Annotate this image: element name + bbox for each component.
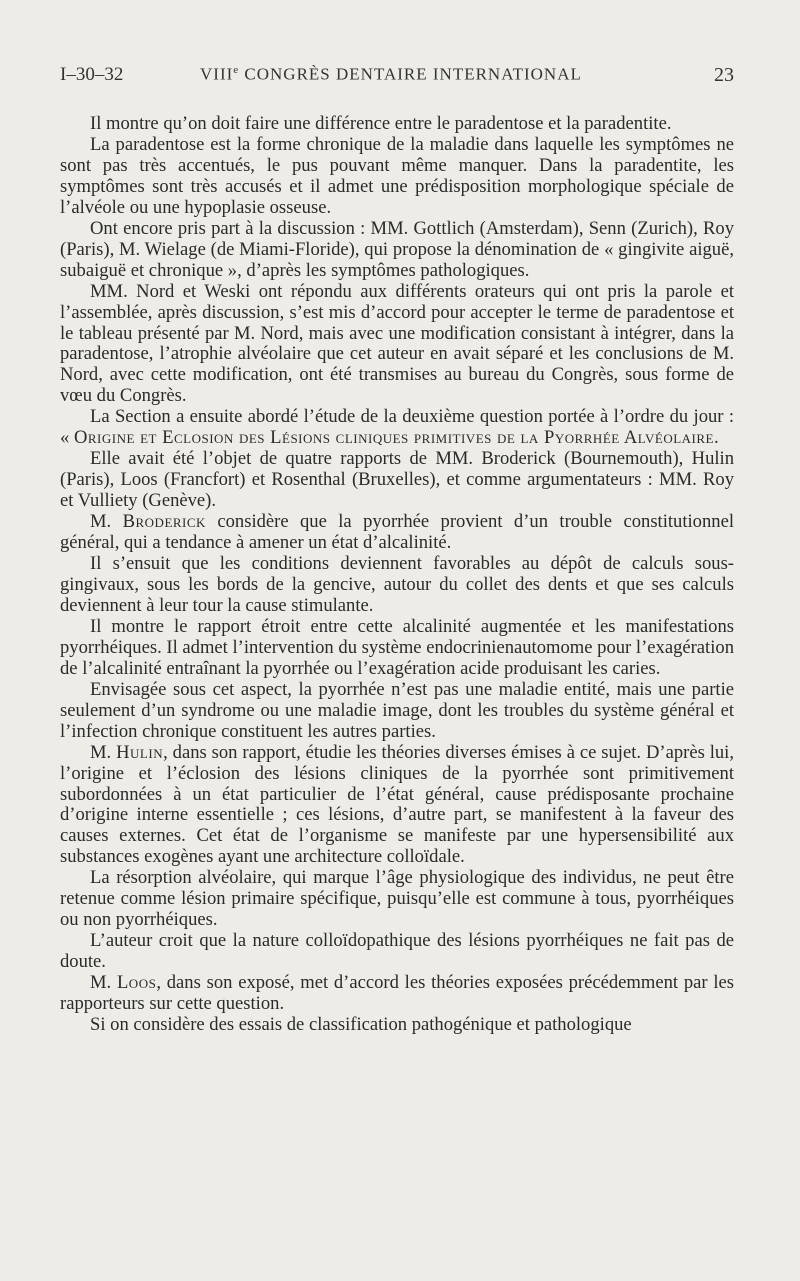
body-text	[60, 114, 734, 1036]
paragraph: Ont encore pris part à la discussion : MM. Gottlich (Amsterdam), Senn (Zurich), Roy (Paris), M. Wielage (de Miami-Floride), qui propose la dénomination de « gingivite aiguë, subaiguë et chronique », d’après les symptômes pathologiques.	[60, 217, 734, 281]
paragraph: Il montre qu’on doit faire une différence entre le paradentose et la paradentite.	[90, 113, 672, 134]
paragraph: Il s’ensuit que les conditions deviennent favorables au dépôt de calculs sous-gingivaux, sous les bords de la gencive, autour du collet des dents et que ses calculs deviennent à leur tour la cause stimulante.	[60, 553, 734, 616]
paragraph-broderick: M. Broderick considère que la pyorrhée provient d’un trouble constitutionnel général, qui a tendance à amener un état d’alcalinité.	[60, 511, 734, 554]
paragraph: L’auteur croit que la nature colloïdopathique des lésions pyorrhéiques ne fait pas de doute.	[60, 930, 734, 973]
header-title: VIIIe CONGRÈS DENTAIRE INTERNATIONAL	[200, 64, 582, 84]
author-name: Broderick	[122, 511, 206, 533]
header-left-ref: I–30–32	[60, 64, 124, 85]
paragraph-last: Si on considère des essais de classification pathogénique et pathologique	[90, 1013, 632, 1035]
paragraph-loos: M. Loos, dans son exposé, met d’accord les théories exposées précédemment par les rapporteurs sur cette question.	[60, 972, 734, 1015]
paragraph: MM. Nord et Weski ont répondu aux différents orateurs qui ont pris la parole et l’assemblée, après discussion, s’est mis d’accord pour accepter le terme de paradentose et le tableau présenté par M. Nord, mais avec une modification consistant à intégrer, dans la paradentose, l’atrophie alvéolaire que cet auteur en avait séparé et les conclusions de M. Nord, avec cette modification, ont été transmises au bureau du Congrès, sous forme de vœu du Congrès.	[60, 280, 734, 407]
paragraph-section-question: La Section a ensuite abordé l’étude de la deuxième question portée à l’ordre du jour : « Origine et Eclosion des Lésions cliniques primitives de la Pyorrhée Alvéolaire.	[60, 406, 734, 449]
paragraph: Elle avait été l’objet de quatre rapports de MM. Broderick (Bournemouth), Hulin (Paris), Loos (Francfort) et Rosenthal (Bruxelles), et comme argumentateurs : MM. Roy et Vulliety (Genève).	[60, 448, 734, 512]
paragraph: La paradentose est la forme chronique de la maladie dans laquelle les symptômes ne sont pas très accentués, le pus pouvant même manquer. Dans la paradentite, les symptômes sont très accusés et il admet une prédisposition morphologique spéciale de l’alvéole ou une hypoplasie osseuse.	[60, 133, 734, 218]
page-number: 23	[714, 64, 734, 86]
running-head	[60, 64, 734, 94]
question-title: Origine et Eclosion des Lésions cliniques primitives de la Pyorrhée Alvéolaire.	[73, 427, 720, 449]
paragraph: La résorption alvéolaire, qui marque l’âge physiologique des individus, ne peut être retenue comme lésion primaire spécifique, puisqu’elle est commune à tous, pyorrhéiques ou non pyorrhéiques.	[60, 867, 734, 931]
paragraph: Il montre le rapport étroit entre cette alcalinité augmentée et les manifestations pyorrhéiques. Il admet l’intervention du système endocrinienautomome pour l’exagération de l’alcalinité entraînant la pyorrhée ou l’exagération acide produisant les caries.	[60, 615, 734, 679]
author-name: Loos	[116, 972, 157, 994]
author-name: Hulin	[116, 741, 164, 763]
paragraph-hulin: M. Hulin, dans son rapport, étudie les théories diverses émises à ce sujet. D’après lui, l’origine et l’éclosion des lésions cliniques de la pyorrhée sont primitivement subordonnées à un état particulier de l’état général, cause prédisposante prochaine d’origine interne essentielle ; ces lésions, d’autre part, se manifestent à la faveur des causes externes. Cet état de l’organisme se manifeste par une hypersensibilité aux substances exogènes ayant une architecture colloïdale.	[60, 741, 734, 868]
paragraph: Envisagée sous cet aspect, la pyorrhée n’est pas une maladie entité, mais une partie seulement d’un syndrome ou une maladie image, dont les troubles du système général et l’infection chronique constituent les autres parties.	[60, 678, 734, 742]
